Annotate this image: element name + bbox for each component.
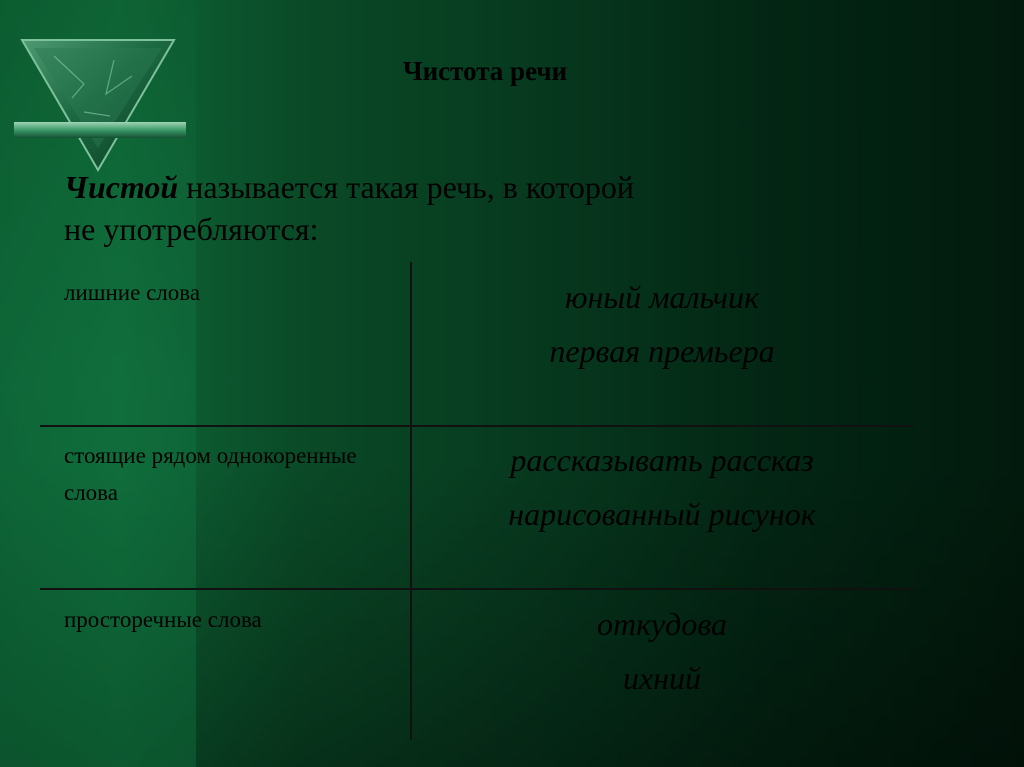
- intro-line2: не употребляются:: [64, 211, 319, 247]
- row-examples-colloquial-words: [412, 597, 912, 705]
- example-item: юный мальчик: [564, 279, 760, 315]
- table-row-divider: [40, 425, 914, 427]
- intro-text: [64, 166, 824, 250]
- slide-title: Чистота речи: [402, 56, 568, 86]
- row-category-cognate-words: стоящие рядом однокоренные слова: [64, 443, 357, 505]
- intro-line1-rest: называется такая речь, в которой: [178, 169, 635, 205]
- intro-keyword: Чистой: [64, 169, 179, 205]
- row-category-colloquial-words: просторечные слова: [64, 607, 262, 632]
- row-examples-redundant-words: [412, 270, 912, 378]
- example-item: рассказывать рассказ: [510, 442, 814, 478]
- table-row-divider: [40, 588, 914, 590]
- example-item: первая премьера: [549, 333, 775, 369]
- row-examples-cognate-words: [412, 433, 912, 541]
- example-item: нарисованный рисунок: [508, 496, 816, 532]
- row-category-redundant-words: лишние слова: [64, 280, 201, 305]
- example-item: ихний: [622, 660, 702, 696]
- example-item: откудова: [596, 606, 728, 642]
